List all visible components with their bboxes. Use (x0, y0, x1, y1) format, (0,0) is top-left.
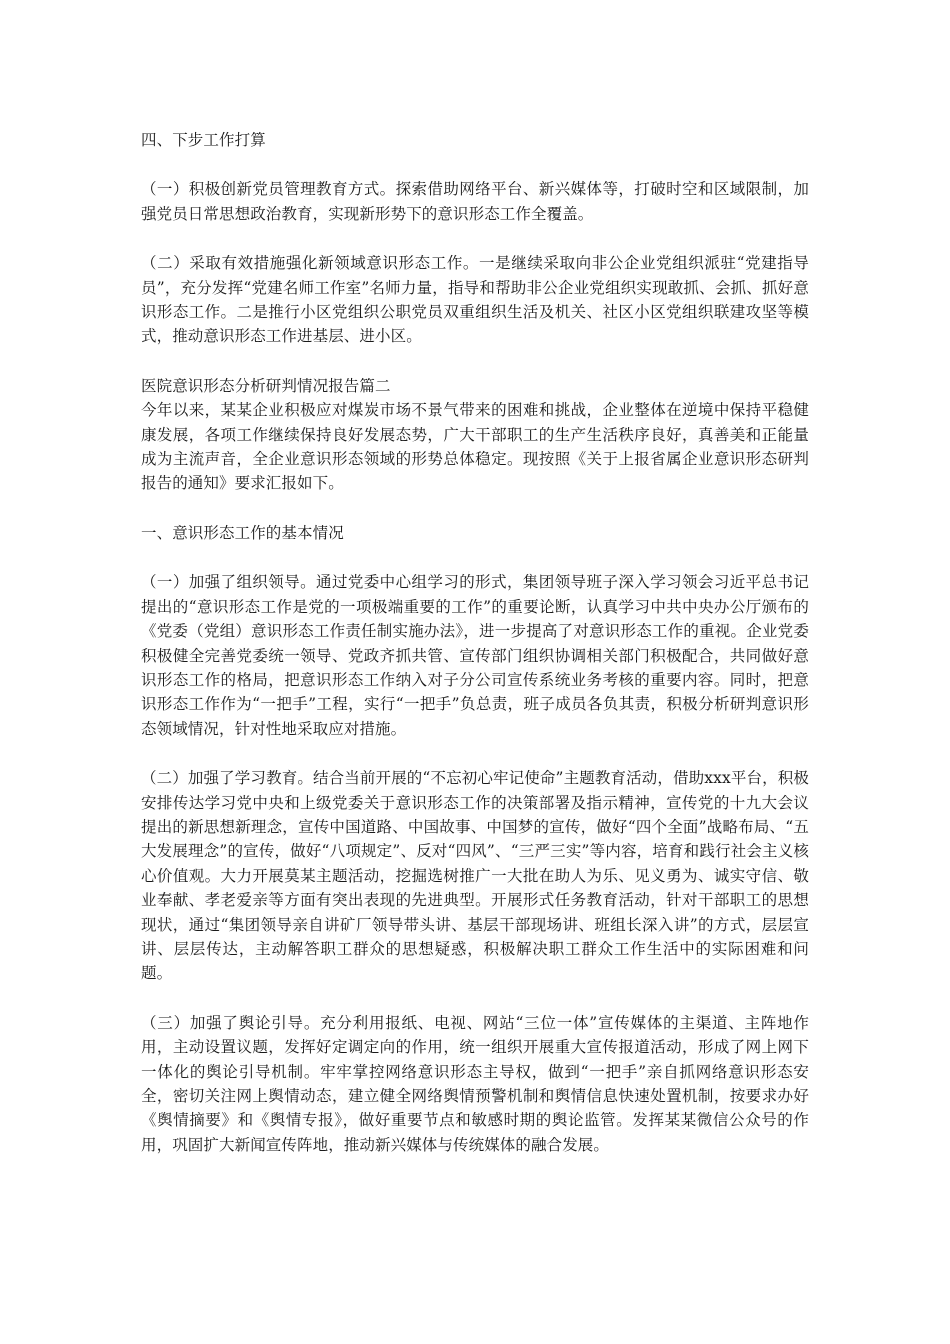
report2-intro: 今年以来，某某企业积极应对煤炭市场不景气带来的困难和挑战，企业整体在逆境中保持平稳健康发展，各项工作继续保持良好发展态势，广大干部职工的生产生活秩序良好，真善美和正能量成为主流声音，全企业意识形态领域的形势总体稳定。现按照《关于上报省属企业意识形态研判报告的通知》要求汇报如下。 (141, 401, 809, 493)
section1-item-3: （三）加强了舆论引导。充分利用报纸、电视、网站“三位一体”宣传媒体的主渠道、主阵地作用，主动设置议题，发挥好定调定向的作用，统一组织开展重大宣传报道活动，形成了网上网下一体化的舆论引导机制。牢牢掌控网络意识形态主导权，做到“一把手”亲自抓网络意识形态安全，密切关注网上舆情动态，建立健全网络舆情预警机制和舆情信息快速处置机制，按要求办好《舆情摘要》和《舆情专报》，做好重要节点和敏感时期的舆论监管。发挥某某微信公众号的作用，巩固扩大新闻宣传阵地，推动新兴媒体与传统媒体的融合发展。 (141, 1013, 809, 1154)
section4-item-2: （二）采取有效措施强化新领域意识形态工作。一是继续采取向非公企业党组织派驻“党建指导员”，充分发挥“党建名师工作室”名师力量，指导和帮助非公企业党组织实现敢抓、会抓、抓好意识形态工作。二是推行小区党组织公职党员双重组织生活及机关、社区小区党组织联建攻坚等模式，推动意识形态工作进基层、进小区。 (141, 254, 809, 346)
document-page (141, 128, 809, 1157)
section1-item-2: （二）加强了学习教育。结合当前开展的“不忘初心牢记使命”主题教育活动，借助xxx平台，积极安排传达学习党中央和上级党委关于意识形态工作的决策部署及指示精神，宣传党的十九大会议提出的新思想新理念，宣传中国道路、中国故事、中国梦的宣传，做好“四个全面”战略布局、“五大发展理念”的宣传，做好“八项规定”、反对“四风”、“三严三实”等内容，培育和践行社会主义核心价值观。大力开展莫某主题活动，挖掘选树推广一大批在助人为乐、见义勇为、诚实守信、敬业奉献、孝老爱亲等方面有突出表现的先进典型。开展形式任务教育活动，针对干部职工的思想现状，通过“集团领导亲自讲矿厂领导带头讲、基层干部现场讲、班组长深入讲”的方式，层层宣讲、层层传达，主动解答职工群众的思想疑惑，积极解决职工群众工作生活中的实际困难和问题。 (141, 769, 809, 983)
section4-item-1: （一）积极创新党员管理教育方式。探索借助网络平台、新兴媒体等，打破时空和区域限制，加强党员日常思想政治教育，实现新形势下的意识形态工作全覆盖。 (141, 180, 809, 223)
section1-item-1: （一）加强了组织领导。通过党委中心组学习的形式，集团领导班子深入学习领会习近平总书记提出的“意识形态工作是党的一项极端重要的工作”的重要论断，认真学习中共中央办公厅颁布的《党委（党组）意识形态工作责任制实施办法》，进一步提高了对意识形态工作的重视。企业党委积极健全完善党委统一领导、党政齐抓共管、宣传部门组织协调相关部门积极配合，共同做好意识形态工作的格局，把意识形态工作纳入对子分公司宣传系统业务考核的重要内容。同时，把意识形态工作作为“一把手”工程，实行“一把手”负总责，班子成员各负其责，积极分析研判意识形态领域情况，针对性地采取应对措施。 (141, 573, 809, 738)
section4-heading: 四、下步工作打算 (141, 131, 266, 149)
report2-title: 医院意识形态分析研判情况报告篇二 (141, 376, 391, 395)
section1-heading: 一、意识形态工作的基本情况 (141, 523, 344, 542)
